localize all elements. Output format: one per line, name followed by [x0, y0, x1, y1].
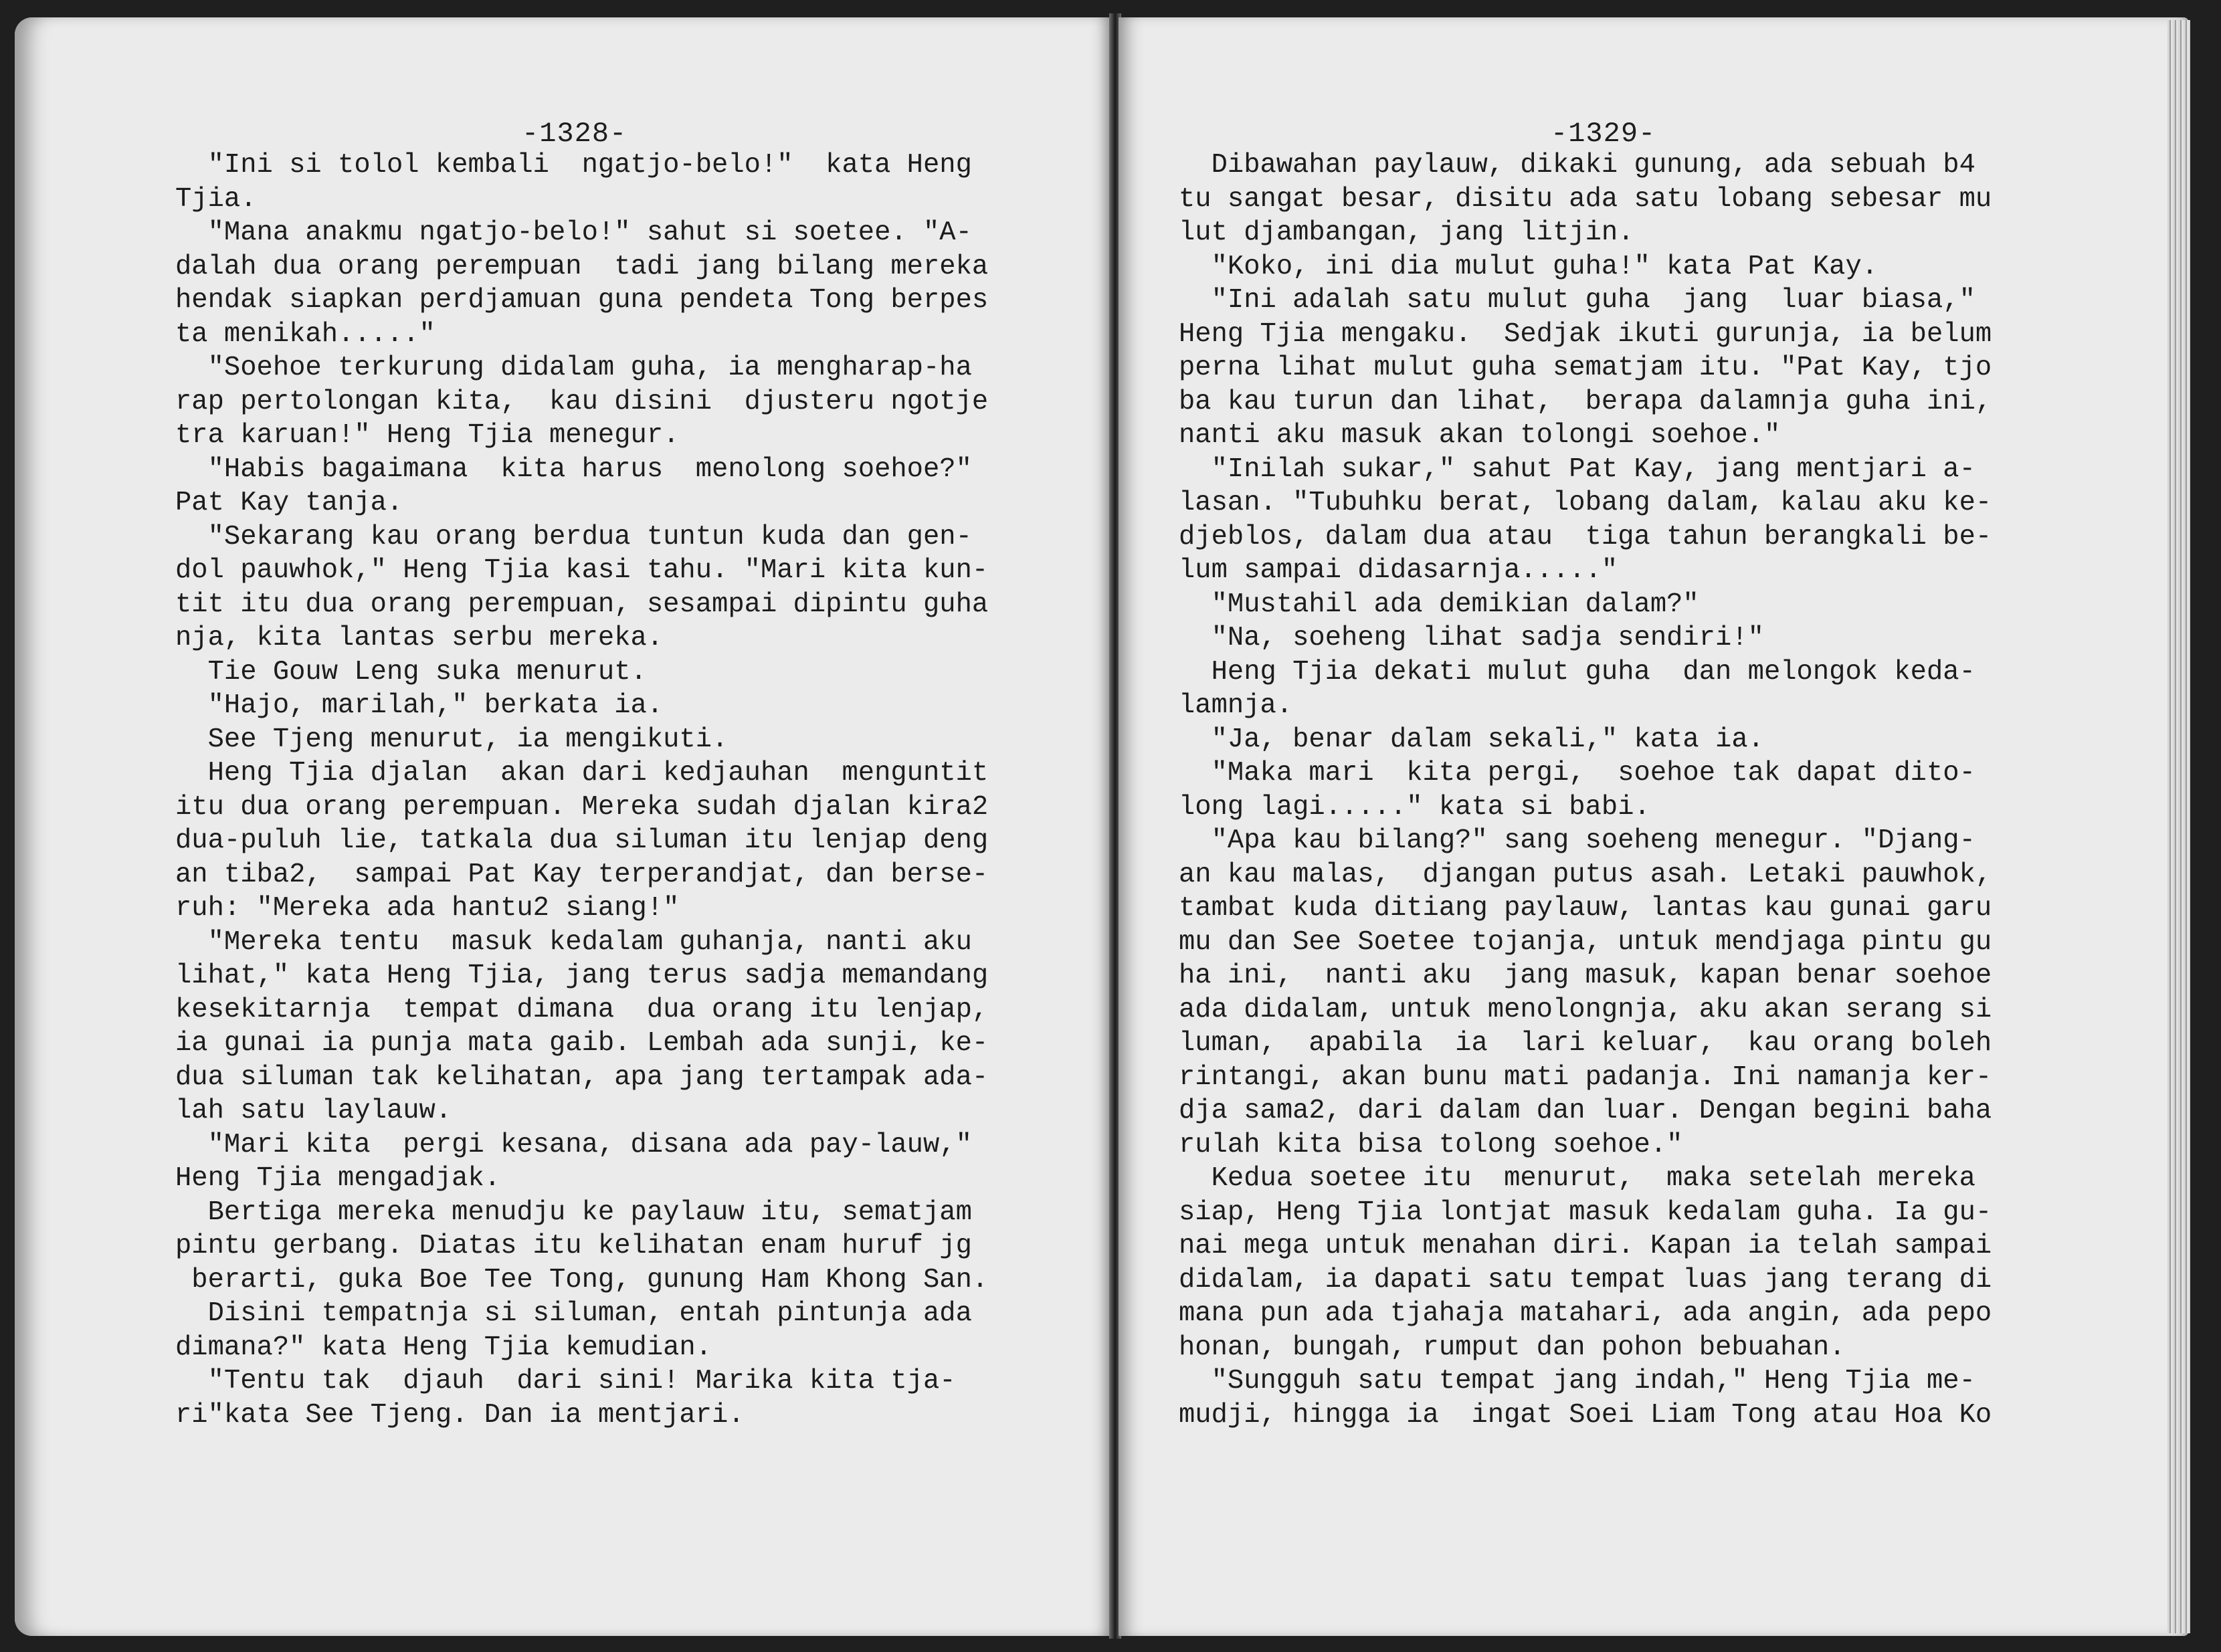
left-page-number: -1328- [522, 118, 627, 150]
text-line: "Na, soeheng lihat sadja sendiri!" [1179, 623, 1764, 653]
text-line: dua-puluh lie, tatkala dua siluman itu lenjap deng [175, 825, 989, 856]
left-page-text [175, 148, 988, 1432]
text-line: didalam, ia dapati satu tempat luas jang terang di [1179, 1264, 1992, 1296]
text-line: "Sungguh satu tempat jang indah," Heng Tjia me- [1179, 1366, 1975, 1397]
right-page-text [1179, 148, 1992, 1432]
text-line: ha ini, nanti aku jang masuk, kapan benar soehoe [1179, 960, 1992, 991]
text-line: perna lihat mulut guha sematjam itu. "Pat Kay, tjo [1179, 352, 1992, 383]
text-line: dalah dua orang perempuan tadi jang bilang mereka [175, 251, 989, 282]
text-line: lihat," kata Heng Tjia, jang terus sadja memandang [175, 960, 989, 991]
text-line: itu dua orang perempuan. Mereka sudah djalan kira2 [175, 791, 989, 823]
text-line: siap, Heng Tjia lontjat masuk kedalam guha. Ia gu- [1179, 1197, 1992, 1228]
text-line: Heng Tjia dekati mulut guha dan melongok keda- [1179, 656, 1975, 688]
right-page-edges [2167, 20, 2190, 1633]
text-line: "Inilah sukar," sahut Pat Kay, jang mentjari a- [1179, 453, 1975, 485]
text-line: luman, apabila ia lari keluar, kau orang boleh [1179, 1028, 1992, 1059]
text-line: pintu gerbang. Diatas itu kelihatan enam huruf jg [175, 1231, 972, 1261]
text-line: Disini tempatnja si siluman, entah pintunja ada [175, 1298, 972, 1329]
right-page-number: -1329- [1551, 118, 1656, 150]
text-line: Tie Gouw Leng suka menurut. [175, 656, 647, 688]
text-line: djeblos, dalam dua atau tiga tahun berangkali be- [1179, 521, 1992, 552]
text-line: See Tjeng menurut, ia mengikuti. [175, 724, 729, 755]
text-line: dol pauwhok," Heng Tjia kasi tahu. "Mari kita kun- [175, 555, 989, 586]
text-line: "Soehoe terkurung didalam guha, ia mengharap-ha [175, 352, 972, 383]
text-line: Tjia. [175, 183, 257, 215]
text-line: lasan. "Tubuhku berat, lobang dalam, kalau aku ke- [1179, 488, 1992, 518]
text-line: rulah kita bisa tolong soehoe." [1179, 1129, 1683, 1160]
text-line: mana pun ada tjahaja matahari, ada angin, ada pepo [1179, 1298, 1992, 1329]
text-line: Heng Tjia djalan akan dari kedjauhan menguntit [175, 758, 989, 789]
text-line: "Ini adalah satu mulut guha jang luar biasa," [1179, 285, 1975, 316]
text-line: "Sekarang kau orang berdua tuntun kuda dan gen- [175, 521, 972, 552]
text-line: "Maka mari kita pergi, soehoe tak dapat dito- [1179, 758, 1975, 789]
text-line: "Mustahil ada demikian dalam?" [1179, 589, 1699, 620]
text-line: an tiba2, sampai Pat Kay terperandjat, dan berse- [175, 859, 989, 890]
text-line: lum sampai didasarnja....." [1179, 555, 1618, 586]
text-line: mudji, hingga ia ingat Soei Liam Tong atau Hoa Ko [1179, 1399, 1992, 1431]
text-line: long lagi....." kata si babi. [1179, 791, 1650, 823]
text-line: Bertiga mereka menudju ke paylauw itu, sematjam [175, 1197, 972, 1228]
text-line: Heng Tjia mengadjak. [175, 1163, 501, 1194]
text-line: "Tentu tak djauh dari sini! Marika kita tja- [175, 1366, 956, 1397]
text-line: dua siluman tak kelihatan, apa jang tertampak ada- [175, 1061, 989, 1093]
text-line: ada didalam, untuk menolongnja, aku akan serang si [1179, 994, 1992, 1025]
text-line: nanti aku masuk akan tolongi soehoe." [1179, 420, 1781, 451]
text-line: Heng Tjia mengaku. Sedjak ikuti gurunja, ia belum [1179, 318, 1992, 350]
text-line: ruh: "Mereka ada hantu2 siang!" [175, 893, 680, 924]
text-line: "Mereka tentu masuk kedalam guhanja, nanti aku [175, 926, 972, 958]
text-line: berarti, guka Boe Tee Tong, gunung Ham Khong San. [175, 1264, 989, 1296]
text-line: "Ini si tolol kembali ngatjo-belo!" kata Heng [175, 150, 972, 181]
text-line: nja, kita lantas serbu mereka. [175, 623, 664, 653]
text-line: lah satu laylauw. [175, 1096, 452, 1126]
text-line: ba kau turun dan lihat, berapa dalamnja guha ini, [1179, 386, 1992, 417]
text-line: an kau malas, djangan putus asah. Letaki pauwhok, [1179, 859, 1992, 890]
text-line: "Hajo, marilah," berkata ia. [175, 690, 664, 721]
text-line: "Mari kita pergi kesana, disana ada pay-lauw," [175, 1129, 972, 1160]
text-line: ri"kata See Tjeng. Dan ia mentjari. [175, 1399, 745, 1431]
text-line: honan, bungah, rumput dan pohon bebuahan. [1179, 1332, 1846, 1363]
text-line: nai mega untuk menahan diri. Kapan ia telah sampai [1179, 1231, 1992, 1261]
text-line: "Apa kau bilang?" sang soeheng menegur. "Djang- [1179, 825, 1975, 856]
text-line: ia gunai ia punja mata gaib. Lembah ada sunji, ke- [175, 1028, 989, 1059]
text-line: tambat kuda ditiang paylauw, lantas kau gunai garu [1179, 893, 1992, 924]
text-line: tit itu dua orang perempuan, sesampai dipintu guha [175, 589, 989, 620]
text-line: "Habis bagaimana kita harus menolong soehoe?" [175, 453, 972, 485]
text-line: lut djambangan, jang litjin. [1179, 217, 1634, 248]
text-line: dimana?" kata Heng Tjia kemudian. [175, 1332, 712, 1363]
text-line: Kedua soetee itu menurut, maka setelah mereka [1179, 1163, 1975, 1194]
text-line: ta menikah....." [175, 318, 436, 350]
text-line: hendak siapkan perdjamuan guna pendeta Tong berpes [175, 285, 989, 316]
text-line: Dibawahan paylauw, dikaki gunung, ada sebuah b4 [1179, 150, 1975, 181]
text-line: rap pertolongan kita, kau disini djusteru ngotje [175, 386, 989, 417]
text-line: "Koko, ini dia mulut guha!" kata Pat Kay. [1179, 251, 1878, 282]
text-line: mu dan See Soetee tojanja, untuk mendjaga pintu gu [1179, 926, 1992, 958]
text-line: "Ja, benar dalam sekali," kata ia. [1179, 724, 1764, 755]
text-line: kesekitarnja tempat dimana dua orang itu lenjap, [175, 994, 989, 1025]
text-line: tu sangat besar, disitu ada satu lobang sebesar mu [1179, 183, 1992, 215]
text-line: Pat Kay tanja. [175, 488, 403, 518]
text-line: "Mana anakmu ngatjo-belo!" sahut si soetee. "A- [175, 217, 972, 248]
text-line: lamnja. [1179, 690, 1293, 721]
text-line: rintangi, akan bunu mati padanja. Ini namanja ker- [1179, 1061, 1992, 1093]
text-line: tra karuan!" Heng Tjia menegur. [175, 420, 680, 451]
text-line: dja sama2, dari dalam dan luar. Dengan begini baha [1179, 1096, 1992, 1126]
